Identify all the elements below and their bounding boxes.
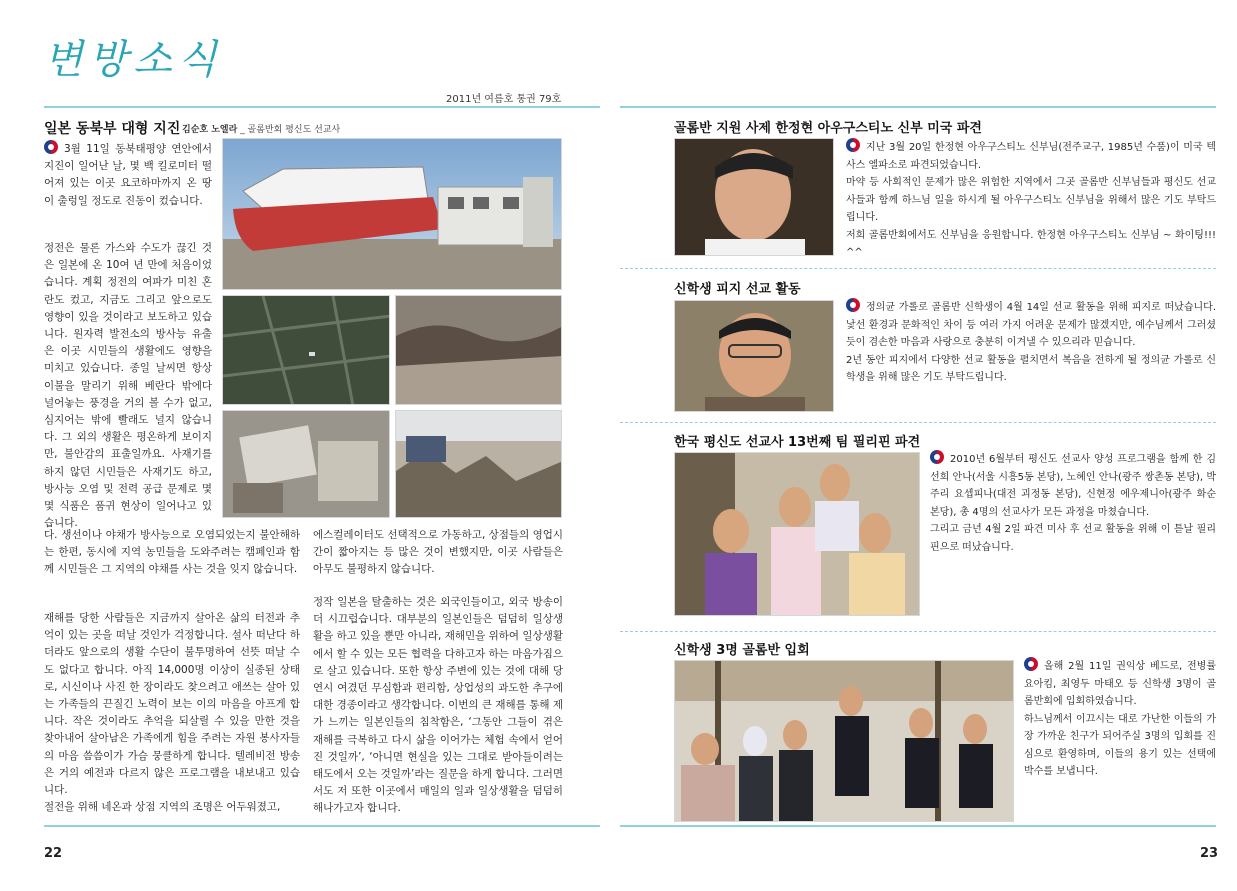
photo-stranded-ship — [222, 138, 562, 290]
paragraph-text: 정전은 물론 가스와 수도가 끊긴 것은 일본에 온 10여 년 만에 처음이었습니다. 계획 정전의 여파가 미친 혼란도 컸고, 지금도 그리고 앞으로도 영향이 있을 것이라고 보도하고 있습니다. 원자력 발전소의 방사능 유출은 이곳 시민들의 생활에도 영향을 미치고 있습니다. 종일 날씨면 항상 이불을 말리기 위해 베란다 밖에다 널어놓는 풍경을 거의 볼 수가 없고, 심지어는 밖에 빨래도 널지 않습니다. 그 외의 생활은 평온하게 보이지만, 불안감의 표출일까요. 사재기를 하지 않던 시민들은 사재기도 하고, 방사능 오염 및 전력 공급 문제로 몇몇 식품은 품귀 현상이 일어나고 있습니다. — [44, 242, 212, 530]
photo-seminarians-entrance — [674, 660, 1014, 822]
bottom-rule-right — [620, 825, 1216, 827]
paragraph-text: 3월 11일 동북태평양 연안에서 지진이 일어난 날, 몇 백 킬로미터 떨어져 있는 이곳 요코하마까지 온 땅이 출렁일 정도로 진동이 컸습니다. — [44, 143, 212, 207]
top-rule-right — [620, 106, 1216, 108]
news-title-2: 신학생 피지 선교 활동 — [674, 282, 801, 297]
paragraph-text: 재해를 당한 사람들은 지금까지 살아온 삶의 터전과 추억이 있는 곳을 떠날 것인가 걱정합니다. 설사 떠난다 하더라도 앞으로의 생활 수단이 불투명하여 선뜻 떠날 수도 없다고 합니다. 아직 14,000명 이상이 실종된 상태로, 시신이나 사진 한 장이라도 찾으려고 애쓰는 살아 있는 가족들의 끈질긴 노력이 보는 이의 마음을 아프게 합니다. 작은 것이라도 추억을 되살릴 수 있을 만한 것을 찾아내어 살아남은 가족에게 힘을 주려는 자원 봉사자들의 마음 씀씀이가 가슴 뭉클하게 합니다. 텔레비전 방송은 거의 예전과 다르지 않은 프로그램을 내보내고 있습니다. — [44, 612, 300, 797]
news-body-4 — [1024, 657, 1216, 817]
columban-mark-icon — [930, 450, 944, 464]
article-paragraph-4 — [313, 527, 563, 583]
paragraph-text: 2010년 6월부터 평신도 선교사 양성 프로그램을 함께 한 김선희 안나(서울 시흥5동 본당), 노혜인 안나(광주 쌍촌동 본당), 박주리 요셉피나(대전 괴정동 본당), 신현정 에우제니아(광주 화순 본당), 총 4명의 선교사가 모든 과정을 마쳤습니다. 그리고 금년 4월 2일 파견 미사 후 선교 활동을 위해 이 튿날 필리핀으로 떠났습니다. — [930, 454, 1216, 553]
section-divider — [620, 268, 1216, 269]
photo-priest-portrait — [674, 138, 834, 256]
section-divider — [620, 631, 1216, 632]
paragraph-text: 정작 일본을 탈출하는 것은 외국인들이고, 외국 방송이 더 시끄럽습니다. 대부분의 일본인들은 덤덤히 일상생활을 하고 있을 뿐만 아니라, 재해민을 위하여 일상생활에서 할 수 있는 모든 협력을 다하고자 하는 마음가짐으로 살고 있습니다. 또한 항상 주변에 있는 것에 대해 당연시 여겼던 무심함과 편리함, 상업성의 과도한 추구에 대한 경종이라고 생각합니다. 이번의 큰 재해를 통해 제가 느끼는 일본인들의 침착함은, ‘그동안 그들이 겪은 재해를 극복하고 다시 삶을 이어가는 체험 속에서 얻어진 것일까’, ‘아니면 현실을 있는 그대로 받아들이려는 태도에서 오는 것일까’라는 질문을 하게 합니다. 그러면서도 저 또한 이곳에서 매일의 일과 일상생활을 덤덤히 해나가고자 합니다. — [313, 596, 563, 815]
article-paragraph-2-continued — [44, 527, 300, 595]
columban-mark-icon — [44, 140, 58, 154]
byline-role: _ 골롬반회 평신도 선교사 — [240, 125, 341, 135]
paragraph-text: 에스컬레이터도 선택적으로 가동하고, 상점들의 영업시간이 짧아지는 등 많은 것이 변했지만, 이곳 사람들은 아무도 불평하지 않습니다. — [313, 529, 563, 576]
byline-name: 김순호 노엘라 — [182, 125, 238, 135]
news-title-1: 골롬반 지원 사제 한정현 아우구스티노 신부 미국 파견 — [674, 121, 982, 136]
news-title-4: 신학생 3명 골롬반 입회 — [674, 643, 810, 658]
paragraph-text: 절전을 위해 네온과 상점 지역의 조명은 어두워졌고, — [44, 801, 281, 814]
columban-mark-icon — [846, 138, 860, 152]
columban-mark-icon — [1024, 657, 1038, 671]
page-number-left: 22 — [44, 846, 63, 861]
article-headline: 일본 동북부 대형 지진 — [44, 121, 181, 137]
bottom-rule-left — [44, 825, 600, 827]
article-byline — [182, 122, 340, 135]
paragraph-text: 지난 3월 20일 한정현 아우구스티노 신부님(전주교구, 1985년 수품)이 미국 텍사스 엘파소로 파견되었습니다. 마약 등 사회적인 문제가 많은 위험한 지역에서 그곳 골롬반 신부님들과 평신도 선교사들과 함께 하느님 일을 하시게 될 아우구스티노 신부님을 위해서 많은 기도 부탁드립니다. 저희 골롬반회에서도 신부님을 응원합니다. 한정현 아우구스티노 신부님 ~ 화이팅!!! ^^ — [846, 142, 1216, 258]
photo-debris-field — [395, 410, 562, 518]
article-paragraph-2 — [44, 240, 212, 532]
article-paragraph-1 — [44, 140, 212, 228]
news-body-1 — [846, 138, 1216, 260]
section-title: 변방소식 — [44, 37, 223, 83]
paragraph-text: 올해 2월 11일 권익상 베드로, 전병률 요아킴, 최영두 마태오 등 신학생 3명이 골롬반회에 입회하였습니다. 하느님께서 이끄시는 대로 가난한 이들의 가장 가까운 친구가 되어주실 3명의 입회를 진심으로 환영하며, 이들의 용기 있는 선택에 박수를 보냅니다. — [1024, 661, 1216, 777]
article-paragraph-5 — [313, 594, 563, 820]
issue-label: 2011년 여름호 통권 79호 — [446, 94, 562, 105]
photo-seminarian-portrait — [674, 300, 834, 412]
photo-tsunami-wave — [395, 295, 562, 405]
paragraph-text: 정의균 가롤로 골롬반 신학생이 4월 14일 선교 활동을 위해 피지로 떠났습니다. 낯선 환경과 문화적인 차이 등 여러 가지 어려운 문제가 많겠지만, 예수님께서 그러셨듯이 겸손한 마음과 사랑으로 충분히 이겨낼 수 있으리라 믿습니다. 2년 동안 피지에서 다양한 선교 활동을 펼치면서 복음을 전하게 될 정의균 가롤로 신학생을 위해 많은 기도 부탁드립니다. — [846, 302, 1216, 383]
page-number-right: 23 — [1200, 846, 1219, 861]
top-rule-left — [44, 106, 600, 108]
photo-missionaries-hanbok — [674, 452, 920, 616]
photo-damaged-buildings — [222, 410, 390, 518]
news-body-2 — [846, 298, 1216, 410]
article-paragraph-3 — [44, 610, 300, 820]
news-body-3 — [930, 450, 1216, 580]
paragraph-text: 다. 생선이나 야채가 방사능으로 오염되었는지 불안해하는 한편, 동시에 지역 농민들을 도와주려는 캠페인과 함께 시민들은 그 지역의 야채를 사는 것을 잊지 않습니다. — [44, 529, 300, 576]
section-divider — [620, 422, 1216, 423]
columban-mark-icon — [846, 298, 860, 312]
news-title-3: 한국 평신도 선교사 13번째 팀 필리핀 파견 — [674, 435, 921, 450]
photo-flood-aerial — [222, 295, 390, 405]
